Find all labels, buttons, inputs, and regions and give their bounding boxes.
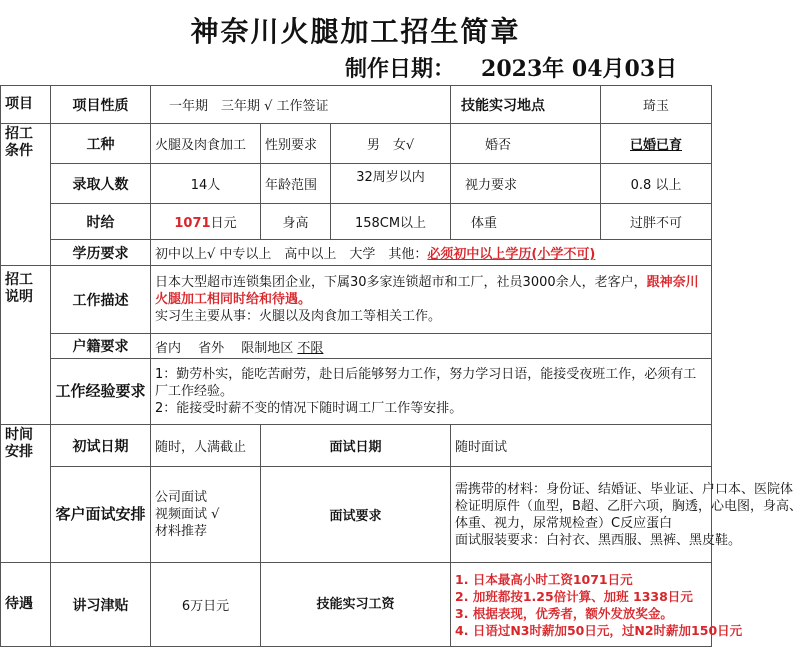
wage-line-4: 4. 日语过N3时薪加50日元，过N2时薪加150日元 xyxy=(455,622,743,638)
cell-weight-value: 过胖不可 xyxy=(601,204,712,240)
cell-initial-date-label: 初试日期 xyxy=(51,425,151,467)
enrollment-table xyxy=(0,85,802,647)
row-wage xyxy=(1,204,712,240)
cell-marriage-value: 已婚已育 xyxy=(601,124,712,164)
cell-site-value: 琦玉 xyxy=(601,86,712,124)
cell-interview-req-value xyxy=(451,467,802,563)
nature-value: 一年期 三年期 √ 工作签证 xyxy=(169,99,329,114)
req-line-2: 检证明原件（血型，B超、乙肝六项，胸透，心电图，身高、 xyxy=(455,498,802,514)
cell-description-label: 工作描述 xyxy=(51,266,151,334)
wage-unit: 日元 xyxy=(210,216,237,231)
wage-number: 1071 xyxy=(174,216,211,231)
cell-interview-date-value: 随时面试 xyxy=(451,425,712,467)
section-recruit-conditions: 招工条件 xyxy=(1,124,51,266)
section-schedule: 时间安排 xyxy=(1,425,51,563)
wage-line-2: 2. 加班都按1.25倍计算、加班 1338日元 xyxy=(455,588,693,604)
description-duties: 实习生主要从事：火腿以及肉食加工等相关工作。 xyxy=(155,309,442,324)
cell-interview-date-label: 面试日期 xyxy=(261,425,451,467)
cell-training-wage-value xyxy=(451,563,743,647)
cell-project-header: 项目 xyxy=(1,86,51,124)
page-title: 神奈川火腿加工招生简章 xyxy=(190,15,521,48)
row-experience xyxy=(1,359,712,425)
cell-interview-req-label: 面试要求 xyxy=(261,467,451,563)
cell-vision-label xyxy=(451,164,601,204)
row-treatment xyxy=(1,563,712,647)
row-interview-date xyxy=(1,425,712,467)
cell-wage-value xyxy=(151,204,261,240)
cell-vision-value: 0.8 以上 xyxy=(601,164,712,204)
cell-allowance-value: 6万日元 xyxy=(151,563,261,647)
household-selected: 不限 xyxy=(297,340,324,356)
vision-label: 视力要求 xyxy=(465,178,518,193)
row-project xyxy=(1,86,712,124)
cell-hires-label: 录取人数 xyxy=(51,164,151,204)
cell-client-interview-label: 客户面试安排 xyxy=(51,467,151,563)
req-line-1: 需携带的材料：身份证、结婚证、毕业证、户口本、医院体 xyxy=(455,481,794,497)
date-value: 2023年 04月03日 xyxy=(481,56,678,82)
req-line-4: 面试服装要求：白衬衣、黑西服、黑裤、黑皮鞋。 xyxy=(455,532,742,548)
cell-jobtype-value: 火腿及肉食加工 xyxy=(151,124,261,164)
cell-project-nature-label: 项目性质 xyxy=(51,86,151,124)
cell-description-value xyxy=(151,266,712,334)
cell-household-label: 户籍要求 xyxy=(51,334,151,359)
cell-client-interview-methods xyxy=(151,467,261,563)
cell-initial-date-value: 随时，人满截止 xyxy=(151,425,261,467)
row-education xyxy=(1,240,712,266)
cell-wage-label: 时给 xyxy=(51,204,151,240)
cell-training-wage-label: 技能实习工资 xyxy=(261,563,451,647)
cell-gender-value: 男 女√ xyxy=(331,124,451,164)
row-household xyxy=(1,334,712,359)
production-date xyxy=(345,52,677,83)
cell-marriage-label xyxy=(451,124,601,164)
date-label: 制作日期： xyxy=(345,57,456,82)
cell-age-label: 年龄范围 xyxy=(261,164,331,204)
wage-line-3: 3. 根据表现，优秀者，额外发放奖金。 xyxy=(455,605,673,621)
cell-jobtype-label: 工种 xyxy=(51,124,151,164)
cell-site-label: 技能实习地点 xyxy=(451,86,601,124)
cell-gender-label: 性别要求 xyxy=(261,124,331,164)
cell-education-label: 学历要求 xyxy=(51,240,151,266)
wage-line-1: 1. 日本最高小时工资1071日元 xyxy=(455,571,633,587)
cell-hires-value: 14人 xyxy=(151,164,261,204)
cell-age-value: 32周岁以内 xyxy=(331,164,451,204)
education-options: 初中以上√ 中专以上 高中以上 大学 其他： xyxy=(155,247,428,262)
row-description xyxy=(1,266,712,334)
experience-line-1: 1：勤劳朴实，能吃苦耐劳，赴日后能够努力工作，努力学习日语，能接受夜班工作，必须有工厂工作经验。 xyxy=(155,367,697,399)
cell-education-value xyxy=(151,240,712,266)
cell-allowance-label: 讲习津贴 xyxy=(51,563,151,647)
cell-height-label: 身高 xyxy=(261,204,331,240)
experience-line-2: 2：能接受时薪不变的情况下随时调工厂工作等安排。 xyxy=(155,401,463,416)
method-company: 公司面试 xyxy=(155,490,208,505)
section-recruit-description: 招工说明 xyxy=(1,266,51,425)
cell-height-value: 158CM以上 xyxy=(331,204,451,240)
row-client-interview xyxy=(1,467,712,563)
cell-weight-label xyxy=(451,204,601,240)
row-hires xyxy=(1,164,712,204)
method-video: 视频面试 √ xyxy=(155,507,220,522)
section-treatment: 待遇 xyxy=(1,563,51,647)
marriage-label: 婚否 xyxy=(485,138,512,153)
cell-experience-label: 工作经验要求 xyxy=(51,359,151,425)
row-jobtype xyxy=(1,124,712,164)
description-highlight: 跟神奈川火腿加工相同时给和待遇。 xyxy=(155,275,699,307)
cell-household-value xyxy=(151,334,712,359)
cell-experience-value xyxy=(151,359,712,425)
cell-project-nature-value xyxy=(151,86,451,124)
req-line-3: 体重、视力，尿常规检查）C反应蛋白 xyxy=(455,515,673,531)
household-options: 省内 省外 限制地区 xyxy=(155,340,298,356)
weight-label: 体重 xyxy=(471,216,498,231)
description-text: 日本大型超市连锁集团企业，下属30多家连锁超市和工厂，社员3000余人，老客户， xyxy=(155,275,647,290)
method-material: 材料推荐 xyxy=(155,524,208,539)
education-note: 必须初中以上学历(小学不可) xyxy=(427,247,596,262)
